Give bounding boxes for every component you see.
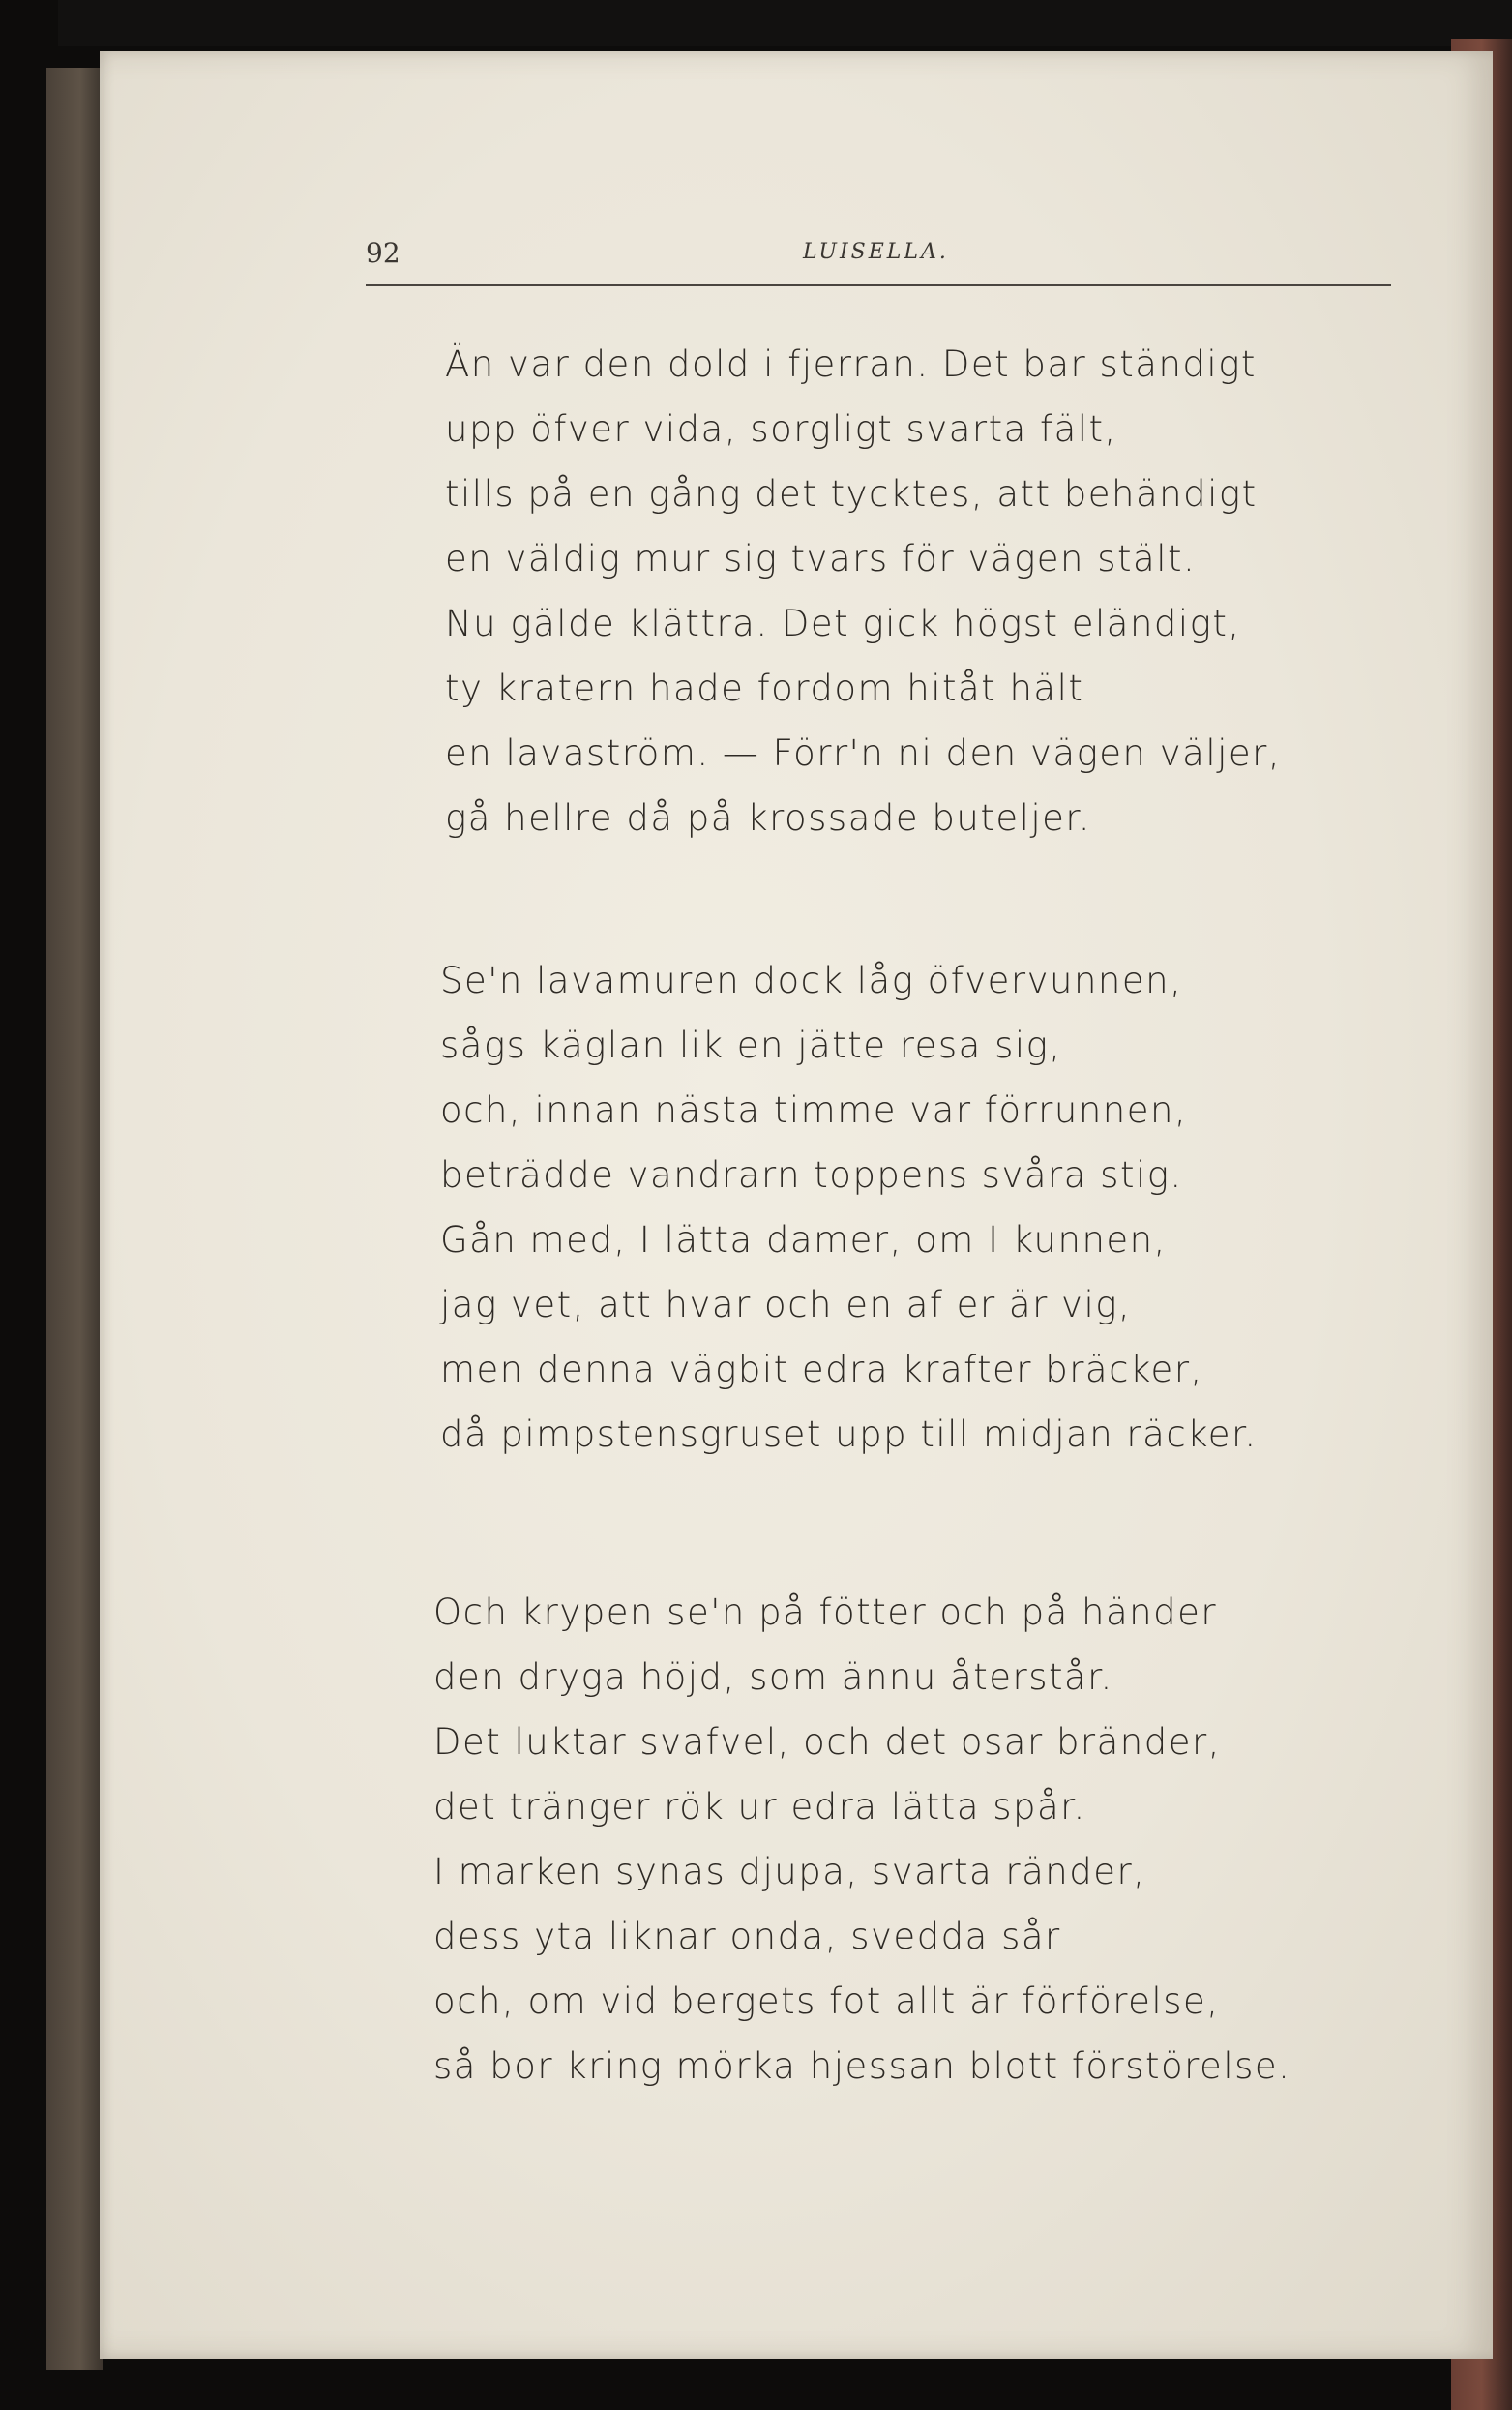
verse-line: tills på en gång det tycktes, att behändigt — [445, 473, 1258, 515]
verse-line: beträdde vandrarn toppens svåra stig. — [440, 1154, 1183, 1196]
verse-line: gå hellre då på krossade buteljer. — [445, 797, 1091, 839]
verse-line: en väldig mur sig tvars för vägen stält. — [445, 538, 1197, 580]
book-edge-top — [58, 0, 1512, 46]
page-number: 92 — [366, 237, 400, 269]
header-rule — [366, 284, 1391, 286]
book-edge-left — [46, 68, 103, 2370]
stanza-3 — [433, 1580, 1290, 2098]
running-head: LUISELLA. — [803, 240, 949, 264]
verse-line: upp öfver vida, sorgligt svarta fält, — [445, 408, 1117, 450]
verse-line: det tränger rök ur edra lätta spår. — [433, 1786, 1086, 1828]
verse-line: sågs käglan lik en jätte resa sig, — [440, 1025, 1062, 1066]
verse-line: Och krypen se'n på fötter och på händer — [433, 1592, 1218, 1633]
verse-line: men denna vägbit edra krafter bräcker, — [440, 1349, 1203, 1390]
verse-line: I marken synas djupa, svarta ränder, — [433, 1851, 1146, 1892]
verse-line: och, innan nästa timme var förrunnen, — [440, 1089, 1188, 1131]
verse-line: den dryga höjd, som ännu återstår. — [433, 1656, 1113, 1698]
verse-line: Än var den dold i fjerran. Det bar ständigt — [445, 343, 1257, 385]
stanza-1 — [445, 332, 1281, 850]
verse-line: Se'n lavamuren dock låg öfvervunnen, — [440, 960, 1183, 1001]
verse-line: så bor kring mörka hjessan blott förstörelse. — [433, 2045, 1291, 2087]
verse-line: en lavaström. — Förr'n ni den vägen väljer, — [445, 732, 1282, 774]
verse-line: jag vet, att hvar och en af er är vig, — [440, 1284, 1132, 1325]
verse-line: Nu gälde klättra. Det gick högst eländigt, — [445, 603, 1241, 644]
verse-line: Gån med, I lätta damer, om I kunnen, — [440, 1219, 1167, 1261]
stanza-2 — [440, 948, 1258, 1467]
verse-line: dess yta liknar onda, svedda sår — [433, 1916, 1061, 1957]
verse-line: Det luktar svafvel, och det osar bränder, — [433, 1721, 1221, 1763]
verse-line: ty kratern hade fordom hitåt hält — [445, 668, 1084, 709]
verse-line: och, om vid bergets fot allt är förförelse, — [433, 1980, 1220, 2022]
verse-line: då pimpstensgruset upp till midjan räcker. — [440, 1413, 1258, 1455]
